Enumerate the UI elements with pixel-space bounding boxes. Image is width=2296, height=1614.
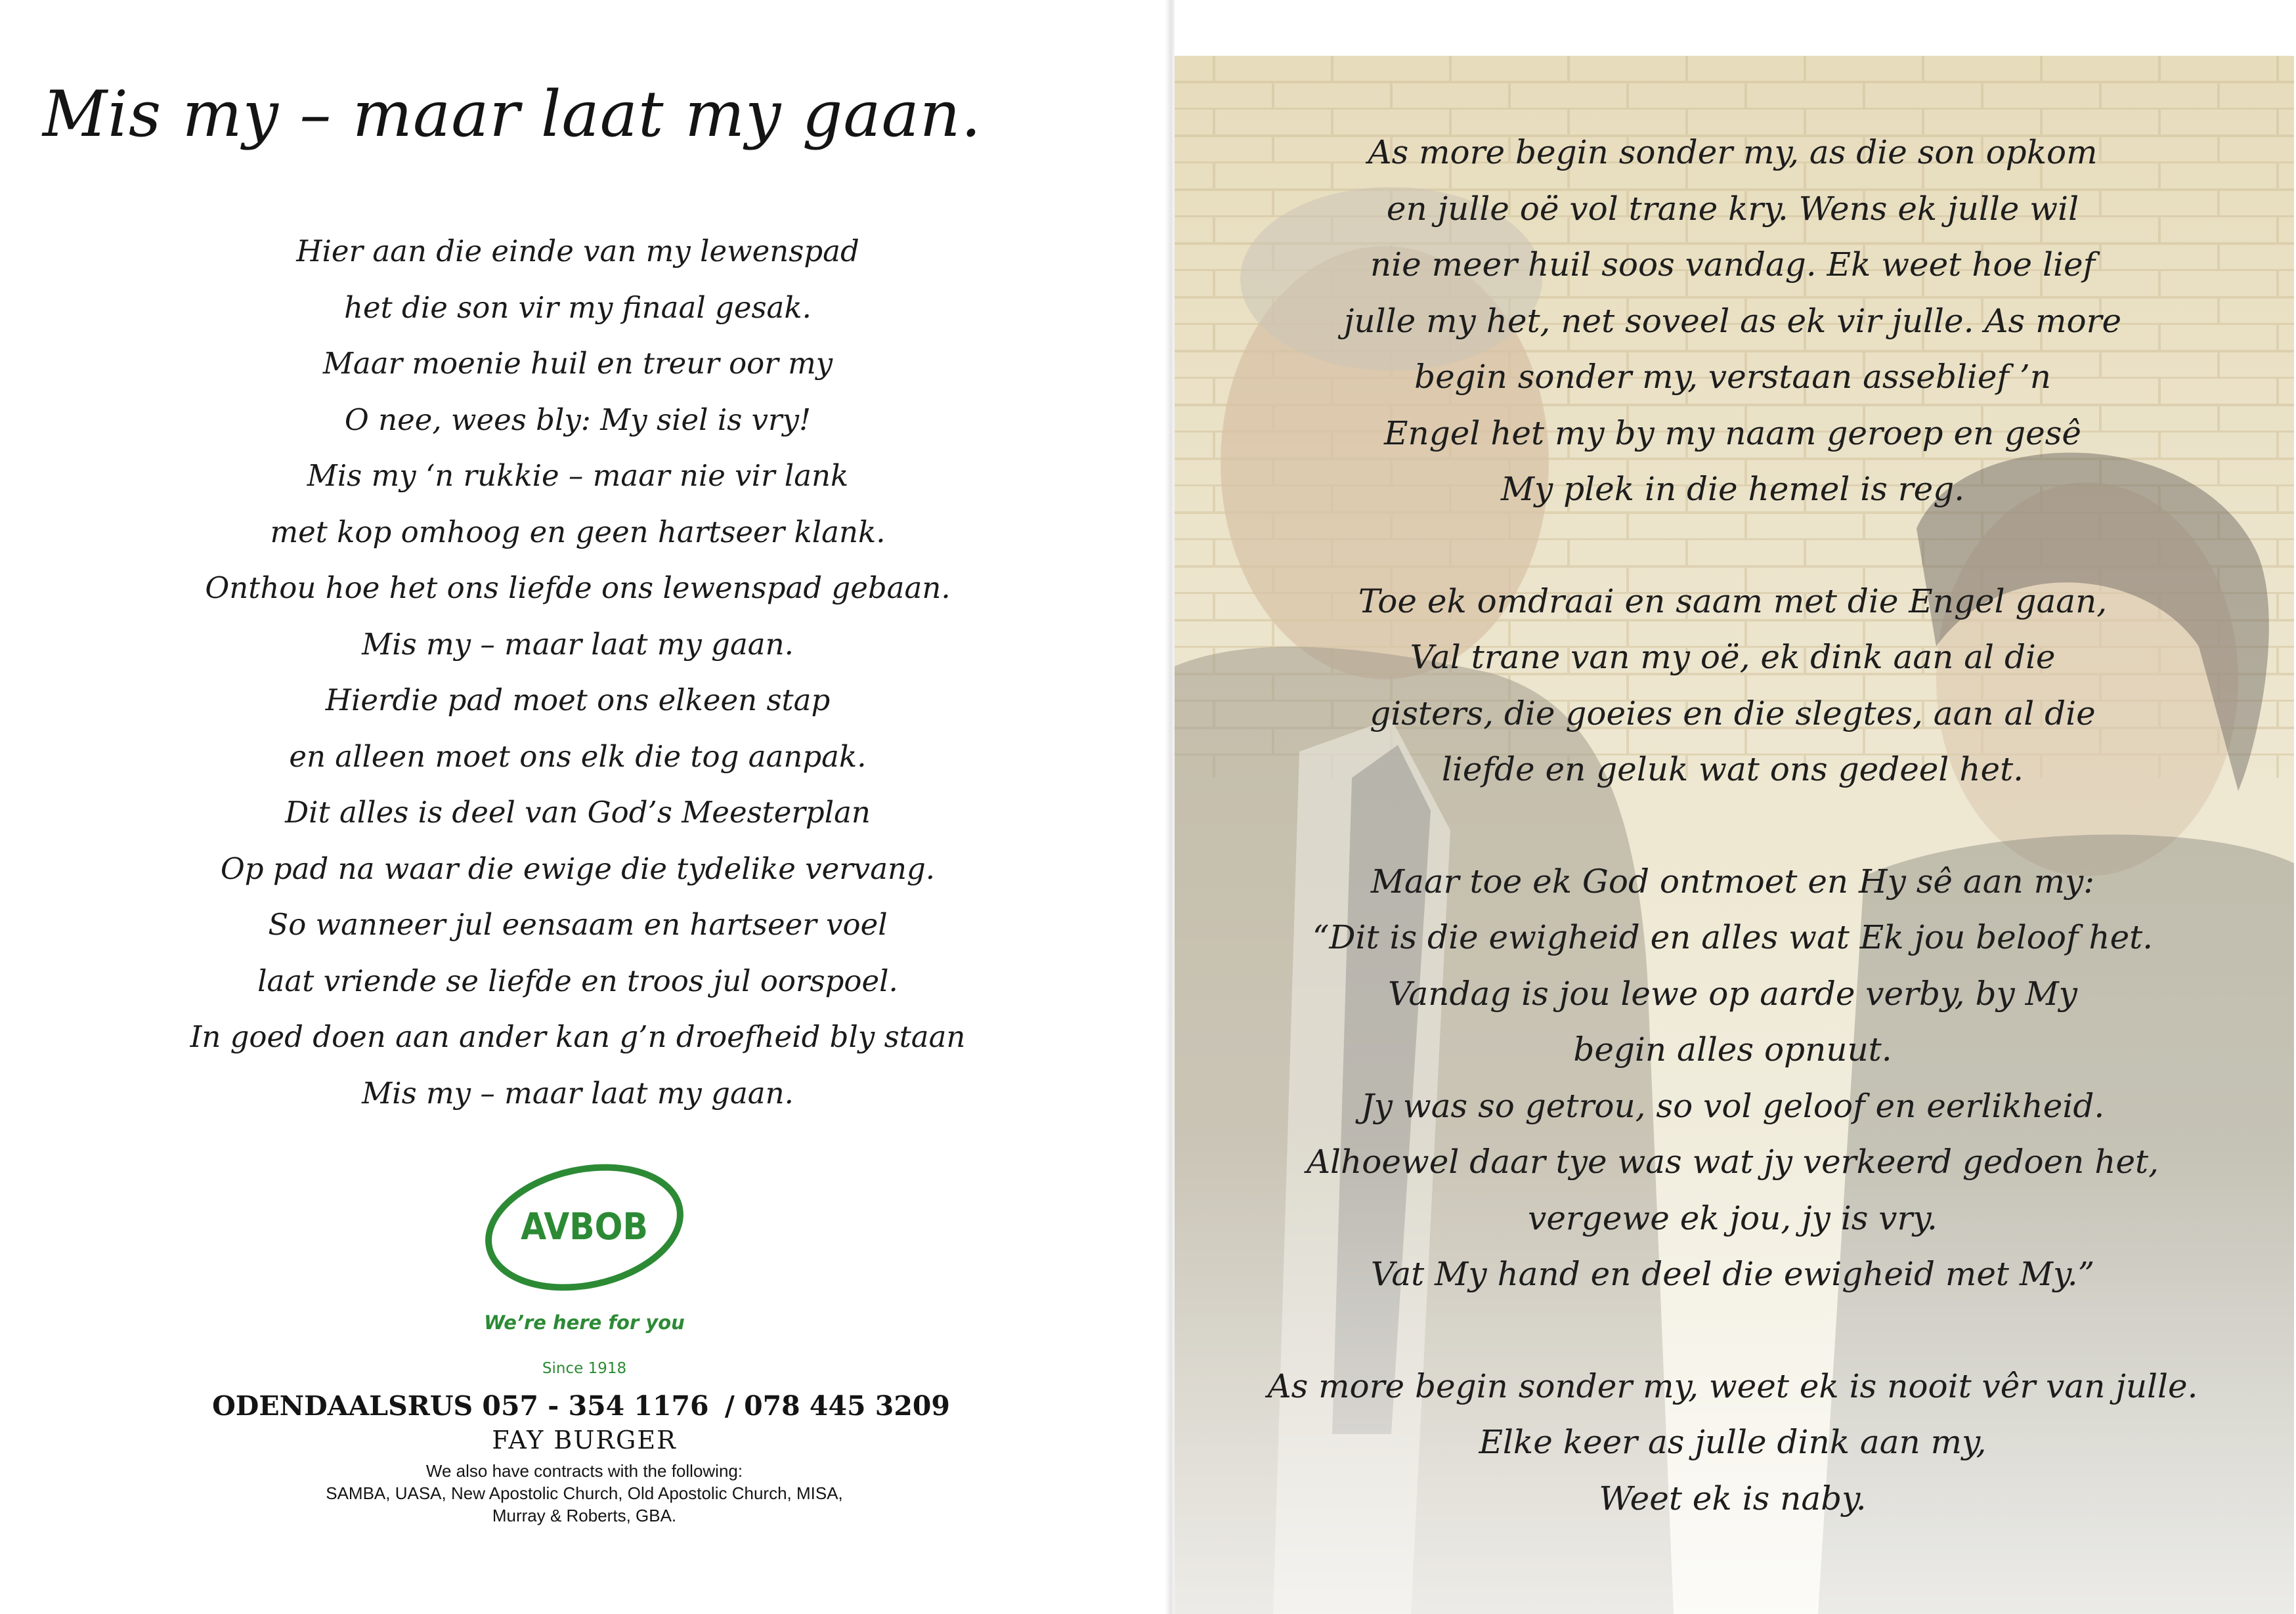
poem-line: Dit alles is deel van God’s Meesterplan xyxy=(285,795,871,830)
poem-line: As more begin sonder my, weet ek is nooit vêr van julle. xyxy=(1267,1367,2198,1405)
tagline: We’re here for you xyxy=(484,1311,685,1334)
poem-line: Onthou hoe het ons liefde ons lewenspad gebaan. xyxy=(205,570,951,605)
contracts-list: SAMBA, UASA, New Apostolic Church, Old Apostolic Church, MISA, xyxy=(326,1483,843,1503)
poem-line: Val trane van my oë, ek dink aan al die xyxy=(1410,638,2056,676)
contracts-list: Murray & Roberts, GBA. xyxy=(492,1506,677,1525)
poem-line: begin sonder my, verstaan asseblief ’n xyxy=(1414,358,2051,396)
poem-line: Jy was so getrou, so vol geloof en eerlikheid. xyxy=(1360,1086,2105,1125)
poem-line: nie meer huil soos vandag. Ek weet hoe lief xyxy=(1370,245,2096,284)
poem-line: met kop omhoog en geen hartseer klank. xyxy=(270,514,886,549)
poem-line: het die son vir my finaal gesak. xyxy=(344,289,812,325)
poem-line: Engel het my by my naam geroep en gesê xyxy=(1384,414,2081,452)
poem-line: Alhoewel daar tye was wat jy verkeerd gedoen het, xyxy=(1306,1143,2159,1181)
poem-line: Hier aan die einde van my lewenspad xyxy=(296,234,859,268)
poem-line: Elke keer as julle dink aan my, xyxy=(1479,1423,1987,1461)
poem-line: As more begin sonder my, as die son opkom xyxy=(1368,133,2098,171)
contracts-intro: We also have contracts with the following: xyxy=(425,1461,743,1481)
avbob-logo-text: AVBOB xyxy=(521,1206,648,1248)
poem-line: So wanneer jul eensaam en hartseer voel xyxy=(268,907,888,942)
avbob-logo xyxy=(473,1155,696,1300)
poem-left xyxy=(171,223,985,1121)
poem-line: Vat My hand en deel die ewigheid met My.” xyxy=(1370,1255,2095,1293)
poem-line: Toe ek omdraai en saam met die Engel gaan, xyxy=(1358,582,2108,620)
poem-line: Vandag is jou lewe op aarde verby, by My xyxy=(1387,974,2078,1013)
poem-line: Mis my – maar laat my gaan. xyxy=(362,626,794,662)
poem-line: Mis my – maar laat my gaan. xyxy=(362,1075,794,1111)
stanza xyxy=(1214,854,2251,1303)
poem-right xyxy=(1214,125,2251,1527)
right-page xyxy=(1175,0,2296,1614)
poem-line: Weet ek is naby. xyxy=(1599,1479,1867,1518)
poem-line: My plek in die hemel is reg. xyxy=(1500,470,1965,508)
phone-secondary: / 078 445 3209 xyxy=(724,1390,950,1422)
contact-person: FAY BURGER xyxy=(492,1426,677,1455)
poem-line: O nee, wees bly: My siel is vry! xyxy=(344,402,812,437)
poem-line: gisters, die goeies en die slegtes, aan al die xyxy=(1370,694,2096,733)
poem-line: Maar moenie huil en treur oor my xyxy=(322,346,833,381)
page-fold xyxy=(1165,0,1175,1614)
poem-line: Op pad na waar die ewige die tydelike vervang. xyxy=(220,851,936,886)
contracts-block xyxy=(197,1460,972,1527)
poem-line: Mis my ‘n rukkie – maar nie vir lank xyxy=(307,458,849,493)
location: ODENDAALSRUS xyxy=(212,1390,473,1422)
stanza xyxy=(1214,125,2251,518)
stanza xyxy=(1214,1359,2251,1527)
bleed-through-text xyxy=(847,154,854,181)
poem-line: en julle oë vol trane kry. Wens ek julle wil xyxy=(1386,189,2079,228)
contact-line xyxy=(197,1390,972,1422)
poem-line: laat vriende se liefde en troos jul oorspoel. xyxy=(257,963,898,998)
poem-line: liefde en geluk wat ons gedeel het. xyxy=(1441,750,2024,788)
poem-line: Hierdie pad moet ons elkeen stap xyxy=(325,683,831,717)
poem-line: vergewe ek jou, jy is vry. xyxy=(1528,1199,1938,1237)
poem-line: en alleen moet ons elk die tog aanpak. xyxy=(289,738,867,774)
phone-primary: 057 - 354 1176 xyxy=(482,1390,709,1422)
since-year: Since 1918 xyxy=(542,1360,627,1377)
poem-line: begin alles opnuut. xyxy=(1573,1030,1892,1069)
page-title: Mis my – maar laat my gaan. xyxy=(42,77,982,151)
poem-line: Maar toe ek God ontmoet en Hy sê aan my: xyxy=(1370,862,2095,901)
poem-line: julle my het, net soveel as ek vir julle. As more xyxy=(1343,301,2122,340)
stanza xyxy=(1214,574,2251,798)
poem-line: “Dit is die ewigheid en alles wat Ek jou beloof het. xyxy=(1312,918,2154,956)
poem-line: In goed doen aan ander kan g’n droefheid bly staan xyxy=(190,1019,966,1054)
